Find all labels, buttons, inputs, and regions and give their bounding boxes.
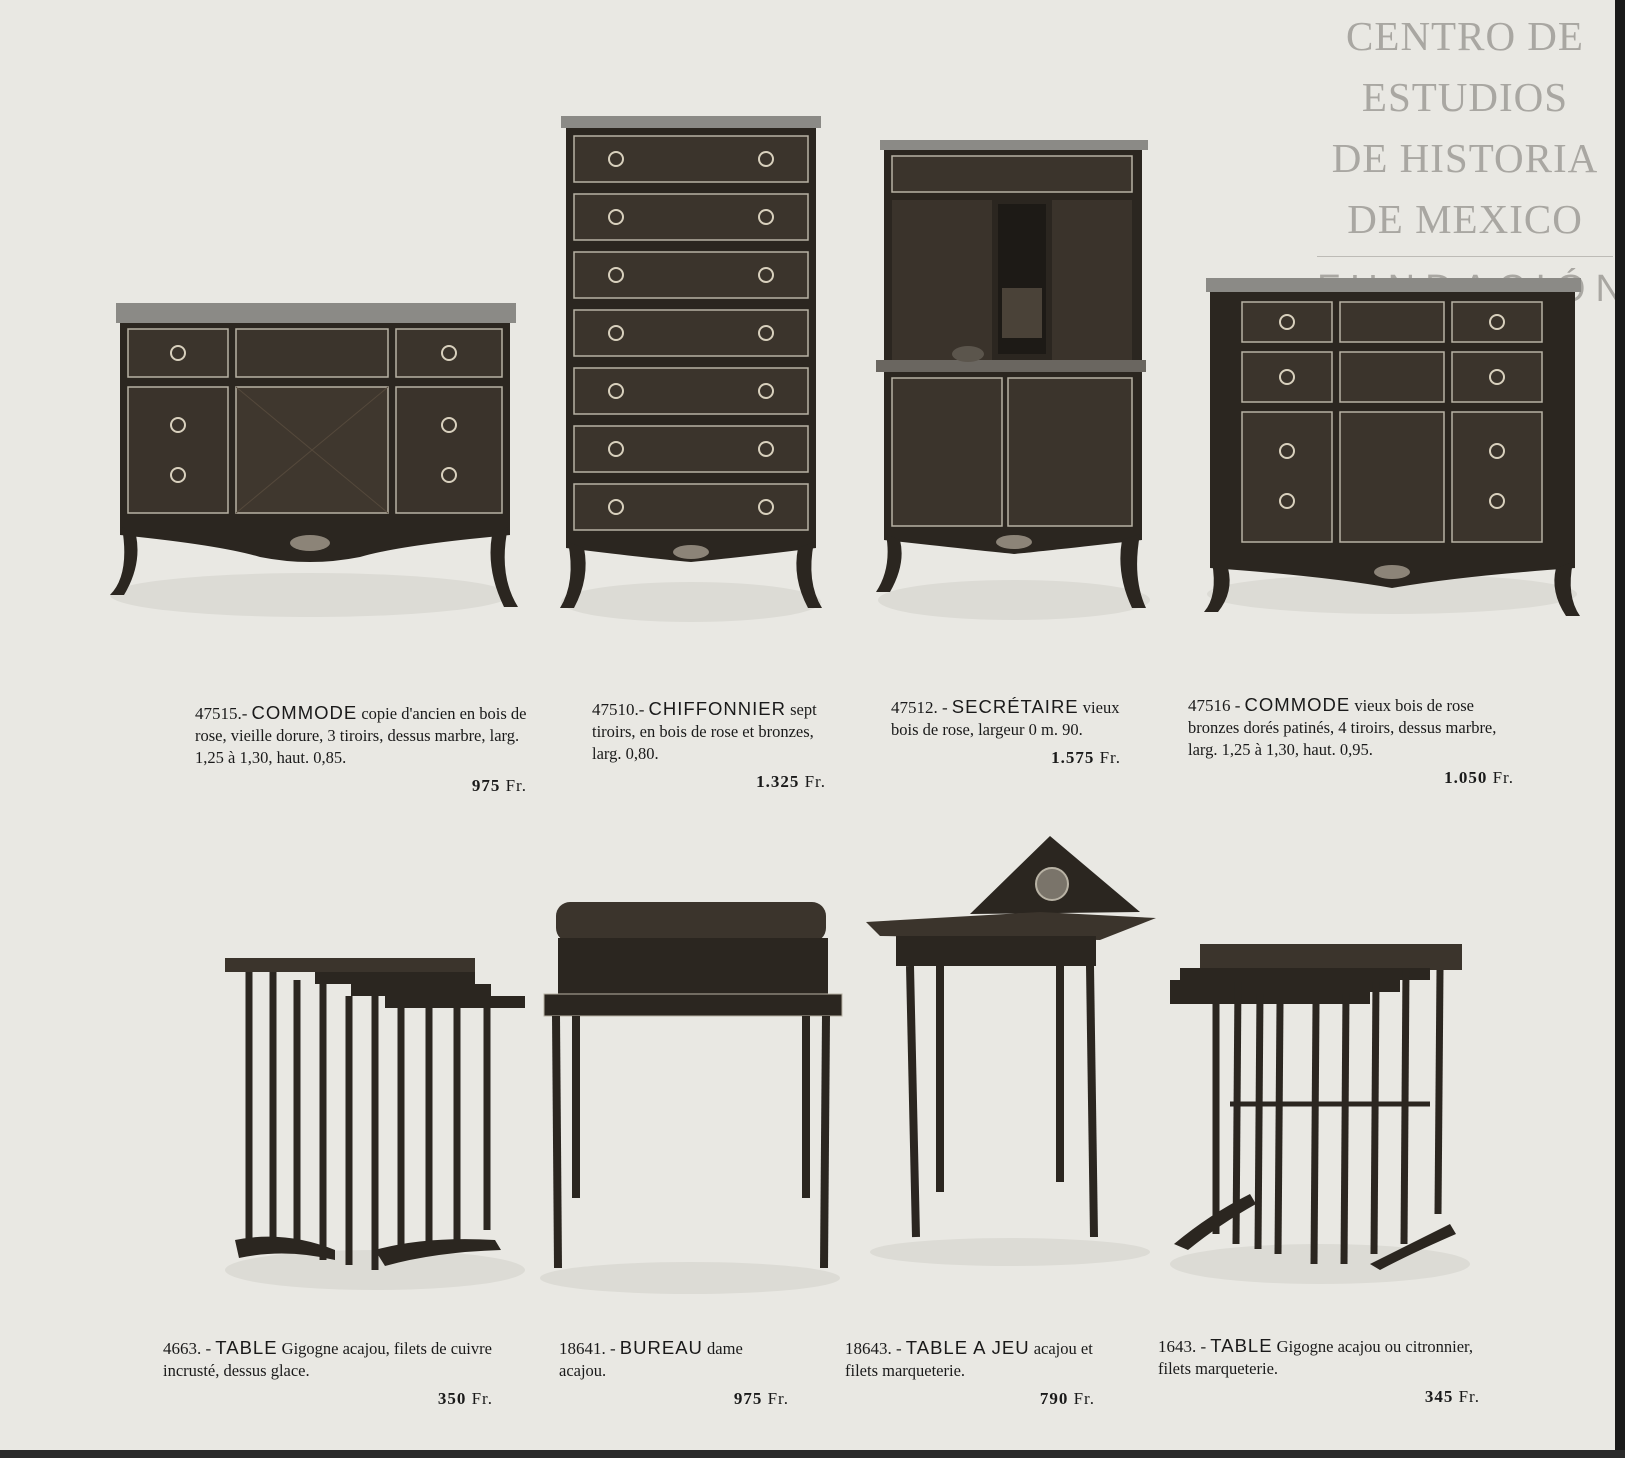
item-caption-47512 xyxy=(891,696,1121,769)
bureau-18641-photo xyxy=(540,898,845,1298)
item-title: TABLE xyxy=(1210,1335,1273,1356)
item-number: 47512. - xyxy=(891,698,948,717)
watermark-divider xyxy=(1317,256,1613,257)
watermark-line: DE HISTORIA xyxy=(1331,135,1599,181)
item-caption-18641 xyxy=(559,1337,789,1410)
item-number: 1643. - xyxy=(1158,1337,1207,1356)
price-value: 345 xyxy=(1424,1387,1454,1406)
price-value: 1.050 xyxy=(1444,768,1488,787)
table-a-jeu-18643-photo xyxy=(860,832,1160,1272)
scan-bottom-border xyxy=(0,1450,1625,1458)
watermark-line: ESTUDIOS xyxy=(1361,74,1569,120)
item-title: COMMODE xyxy=(1244,694,1351,715)
price-currency: Fr. xyxy=(1099,748,1121,767)
item-title: COMMODE xyxy=(251,702,358,723)
item-number: 47516 - xyxy=(1188,696,1241,715)
item-title: BUREAU xyxy=(619,1337,703,1358)
item-price xyxy=(891,747,1121,769)
secretaire-47512-photo xyxy=(874,138,1154,628)
item-caption-18643 xyxy=(845,1337,1095,1410)
item-number: 4663. - xyxy=(163,1339,212,1358)
item-price xyxy=(195,775,527,797)
price-currency: Fr. xyxy=(471,1389,493,1408)
item-title: CHIFFONNIER xyxy=(648,698,786,719)
item-title: TABLE xyxy=(215,1337,278,1358)
item-price xyxy=(1188,767,1514,789)
item-description: sept tiroirs, en bois de rose et bronzes, larg. 0,80. xyxy=(592,700,817,763)
price-value: 975 xyxy=(733,1389,763,1408)
scan-right-border xyxy=(1615,0,1625,1458)
price-currency: Fr. xyxy=(804,772,826,791)
item-description: dame acajou. xyxy=(559,1339,743,1380)
watermark-line: DE MEXICO xyxy=(1347,196,1583,242)
price-value: 1.325 xyxy=(756,772,800,791)
commode-47515-photo xyxy=(100,295,520,630)
price-value: 975 xyxy=(471,776,501,795)
item-number: 47510.- xyxy=(592,700,645,719)
item-caption-47515 xyxy=(195,702,527,797)
price-currency: Fr. xyxy=(1458,1387,1480,1406)
price-value: 350 xyxy=(437,1389,467,1408)
item-title: SECRÉTAIRE xyxy=(951,696,1079,717)
table-4663-photo xyxy=(225,950,530,1295)
item-caption-47510 xyxy=(592,698,826,793)
item-price xyxy=(163,1388,493,1410)
item-number: 18641. - xyxy=(559,1339,616,1358)
item-description: acajou et filets marqueterie. xyxy=(845,1339,1093,1380)
item-title: TABLE A JEU xyxy=(905,1337,1030,1358)
price-value: 1.575 xyxy=(1051,748,1095,767)
table-1643-photo xyxy=(1170,944,1470,1289)
item-number: 47515.- xyxy=(195,704,248,723)
price-currency: Fr. xyxy=(1492,768,1514,787)
watermark-line: CENTRO DE xyxy=(1346,13,1584,59)
item-caption-4663 xyxy=(163,1337,493,1410)
item-caption-1643 xyxy=(1158,1335,1480,1408)
item-number: 18643. - xyxy=(845,1339,902,1358)
item-description: copie d'ancien en bois de rose, vieille dorure, 3 tiroirs, dessus marbre, larg. 1,25 à 1,30, haut. 0,85. xyxy=(195,704,527,767)
item-description: vieux bois de rose bronzes dorés patinés, 4 tiroirs, dessus marbre, larg. 1,25 à 1,30, haut. 0,95. xyxy=(1188,696,1497,759)
item-description: vieux bois de rose, largeur 0 m. 90. xyxy=(891,698,1120,739)
item-price xyxy=(845,1388,1095,1410)
item-caption-47516 xyxy=(1188,694,1514,789)
item-price xyxy=(592,771,826,793)
price-value: 790 xyxy=(1039,1389,1069,1408)
price-currency: Fr. xyxy=(1073,1389,1095,1408)
price-currency: Fr. xyxy=(505,776,527,795)
item-description: Gigogne acajou ou citronnier, filets marqueterie. xyxy=(1158,1337,1474,1378)
item-description: Gigogne acajou, filets de cuivre incrusté, dessus glace. xyxy=(163,1339,492,1380)
item-price xyxy=(559,1388,789,1410)
chiffonnier-47510-photo xyxy=(556,112,826,632)
commode-47516-photo xyxy=(1200,276,1585,626)
price-currency: Fr. xyxy=(767,1389,789,1408)
item-price xyxy=(1158,1386,1480,1408)
